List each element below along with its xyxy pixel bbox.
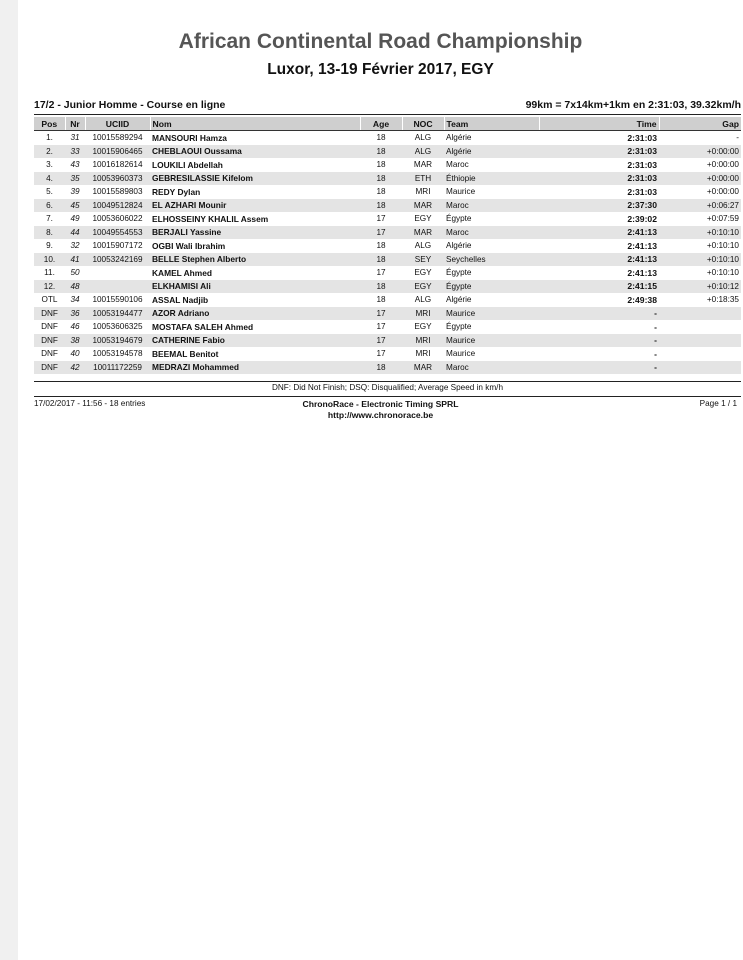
cell-age: 17 xyxy=(376,268,386,278)
cell-time: - xyxy=(539,307,659,321)
cell-nr: 50 xyxy=(70,268,80,278)
cell-age: 17 xyxy=(360,334,402,348)
table-row xyxy=(34,307,741,321)
cell-time: 2:31:03 xyxy=(539,172,659,186)
cell-time: 2:31:03 xyxy=(539,145,659,159)
cell-age: 18 xyxy=(376,295,386,305)
cell-team: Algérie xyxy=(446,241,472,251)
cell-gap: +0:10:10 xyxy=(706,241,739,251)
cell-time: 2:31:03 xyxy=(627,132,657,143)
cell-uciid xyxy=(85,266,150,280)
cell-nr: 36 xyxy=(65,307,85,321)
col-header-gap: Gap xyxy=(659,117,741,131)
cell-pos: 6. xyxy=(34,199,65,213)
cell-noc: ALG xyxy=(414,241,432,251)
legend-note: DNF: Did Not Finish; DSQ: Disqualified; Average Speed in km/h xyxy=(271,383,504,392)
cell-team: Égypte xyxy=(446,214,472,224)
cell-nom: KAMEL Ahmed xyxy=(152,267,213,278)
cell-gap: +0:00:00 xyxy=(659,172,741,186)
cell-gap: +0:10:10 xyxy=(659,253,741,267)
table-row xyxy=(34,334,741,348)
cell-uciid: 10015589803 xyxy=(92,187,143,197)
footer-url: http://www.chronorace.be xyxy=(327,410,434,420)
cell-age: 17 xyxy=(360,307,402,321)
table-row xyxy=(34,320,741,334)
cell-nom: CHEBLAOUI Oussama xyxy=(150,145,360,159)
cell-team: Algérie xyxy=(444,145,539,159)
cell-time: - xyxy=(654,348,657,359)
table-row xyxy=(34,212,741,226)
cell-pos: 9. xyxy=(46,241,53,251)
cell-noc: ALG xyxy=(414,295,432,305)
cell-uciid: 10053606325 xyxy=(92,322,143,332)
cell-nom: BERJALI Yassine xyxy=(150,226,360,240)
footer-divider xyxy=(34,396,741,397)
cell-age: 18 xyxy=(376,133,386,143)
race-summary: 99km = 7x14km+1km en 2:31:03, 39.32km/h xyxy=(525,99,741,111)
cell-pos: 1. xyxy=(46,133,53,143)
cell-gap: +0:07:59 xyxy=(706,214,739,224)
cell-time: 2:49:38 xyxy=(627,294,657,305)
cell-nom: AZOR Adriano xyxy=(150,307,360,321)
cell-nr: 38 xyxy=(65,334,85,348)
cell-gap: +0:00:00 xyxy=(706,187,739,197)
cell-time: - xyxy=(654,321,657,332)
col-header-noc: NOC xyxy=(402,117,444,131)
cell-pos: 7. xyxy=(46,214,53,224)
cell-age: 17 xyxy=(376,214,386,224)
cell-nr: 31 xyxy=(70,133,80,143)
cell-nom: MANSOURI Hamza xyxy=(152,132,227,143)
cell-nom: LOUKILI Abdellah xyxy=(152,159,223,170)
cell-team: Maurice xyxy=(446,187,476,197)
cell-pos: 8. xyxy=(34,226,65,240)
table-row xyxy=(34,347,741,361)
cell-noc: MRI xyxy=(415,349,431,359)
cell-team: Maroc xyxy=(444,226,539,240)
cell-pos: 4. xyxy=(34,172,65,186)
cell-gap: +0:10:10 xyxy=(706,268,739,278)
cell-gap xyxy=(659,361,741,375)
cell-age: 18 xyxy=(376,241,386,251)
footer-company: ChronoRace - Electronic Timing SPRL xyxy=(302,399,459,409)
event-subtitle: Luxor, 13-19 Février 2017, EGY xyxy=(267,61,494,78)
cell-gap xyxy=(659,307,741,321)
cell-nom: BEEMAL Benitot xyxy=(152,348,219,359)
cell-pos: 10. xyxy=(34,253,65,267)
cell-age: 18 xyxy=(360,253,402,267)
cell-time: 2:31:03 xyxy=(627,159,657,170)
cell-gap xyxy=(659,334,741,348)
table-bottom-divider xyxy=(34,381,741,382)
cell-pos: DNF xyxy=(34,307,65,321)
cell-team: Égypte xyxy=(444,280,539,294)
cell-team: Seychelles xyxy=(444,253,539,267)
cell-uciid: 10015907172 xyxy=(92,241,143,251)
cell-age: 18 xyxy=(360,172,402,186)
cell-team: Égypte xyxy=(446,322,472,332)
race-name: 17/2 - Junior Homme - Course en ligne xyxy=(34,99,226,111)
table-row xyxy=(34,131,741,145)
results-page xyxy=(18,0,743,960)
cell-pos: DNF xyxy=(34,334,65,348)
cell-age: 18 xyxy=(376,160,386,170)
cell-noc: ETH xyxy=(402,172,444,186)
cell-uciid: 10053194477 xyxy=(85,307,150,321)
cell-nom: GEBRESILASSIE Kifelom xyxy=(150,172,360,186)
cell-team: Maroc xyxy=(444,361,539,375)
table-row xyxy=(34,158,741,172)
cell-time: 2:41:13 xyxy=(539,253,659,267)
cell-nr: 45 xyxy=(65,199,85,213)
table-row xyxy=(34,185,741,199)
cell-pos: 11. xyxy=(44,268,55,278)
cell-pos: DNF xyxy=(34,361,65,375)
cell-noc: EGY xyxy=(402,280,444,294)
cell-gap xyxy=(659,347,741,361)
results-table xyxy=(34,117,741,374)
cell-team: Maurice xyxy=(444,307,539,321)
cell-pos: 5. xyxy=(46,187,53,197)
cell-uciid: 10016182614 xyxy=(92,160,143,170)
cell-uciid: 10049554553 xyxy=(85,226,150,240)
cell-pos: DNF xyxy=(41,322,58,332)
cell-uciid: 10053960373 xyxy=(85,172,150,186)
cell-noc: EGY xyxy=(414,322,432,332)
cell-noc: EGY xyxy=(414,214,432,224)
cell-noc: MRI xyxy=(402,334,444,348)
page-title: African Continental Road Championship xyxy=(178,30,583,53)
cell-pos: 2. xyxy=(34,145,65,159)
cell-nom: OGBI Wali Ibrahim xyxy=(152,240,226,251)
cell-nr: 43 xyxy=(70,160,80,170)
col-header-age: Age xyxy=(360,117,402,131)
cell-noc: ALG xyxy=(402,145,444,159)
cell-nr: 42 xyxy=(65,361,85,375)
cell-nr: 48 xyxy=(65,280,85,294)
cell-noc: ALG xyxy=(414,133,432,143)
cell-team: Égypte xyxy=(446,268,472,278)
cell-uciid: 10053606022 xyxy=(92,214,143,224)
cell-nom: REDY Dylan xyxy=(152,186,201,197)
cell-nr: 49 xyxy=(70,214,80,224)
footer-timestamp: 17/02/2017 - 11:56 - 18 entries xyxy=(34,399,146,408)
cell-pos: 12. xyxy=(34,280,65,294)
table-row xyxy=(34,226,741,240)
header-divider xyxy=(34,114,741,115)
cell-age: 17 xyxy=(376,349,386,359)
table-row xyxy=(34,266,741,280)
cell-age: 17 xyxy=(360,226,402,240)
cell-time: 2:41:13 xyxy=(627,267,657,278)
cell-time: 2:31:03 xyxy=(627,186,657,197)
cell-time: - xyxy=(539,334,659,348)
cell-time: - xyxy=(539,361,659,375)
table-row xyxy=(34,172,741,186)
cell-team: Algérie xyxy=(446,295,472,305)
col-header-nom: Nom xyxy=(150,117,360,131)
col-header-time: Time xyxy=(539,117,659,131)
cell-pos: 3. xyxy=(46,160,53,170)
cell-nom: BELLE Stephen Alberto xyxy=(150,253,360,267)
cell-nr: 46 xyxy=(70,322,80,332)
cell-uciid: 10015589294 xyxy=(92,133,143,143)
cell-nom: MOSTAFA SALEH Ahmed xyxy=(152,321,254,332)
cell-time: 2:39:02 xyxy=(627,213,657,224)
cell-uciid: 10053242169 xyxy=(85,253,150,267)
cell-gap: +0:00:00 xyxy=(706,160,739,170)
cell-gap: +0:18:35 xyxy=(706,295,739,305)
table-row xyxy=(34,361,741,375)
col-header-pos: Pos xyxy=(34,117,65,131)
cell-nom: CATHERINE Fabio xyxy=(150,334,360,348)
cell-nr: 32 xyxy=(70,241,80,251)
table-row xyxy=(34,239,741,253)
cell-gap: +0:10:10 xyxy=(659,226,741,240)
cell-gap: +0:06:27 xyxy=(659,199,741,213)
cell-noc: MRI xyxy=(402,307,444,321)
footer-credit xyxy=(18,399,743,421)
cell-nom: ELHOSSEINY KHALIL Assem xyxy=(152,213,269,224)
cell-uciid: 10053194578 xyxy=(92,349,143,359)
cell-time: 2:41:13 xyxy=(539,226,659,240)
col-header-nr: Nr xyxy=(65,117,85,131)
cell-noc: MAR xyxy=(413,160,433,170)
cell-team: Algérie xyxy=(446,133,472,143)
table-row xyxy=(34,293,741,307)
cell-uciid: 10015590106 xyxy=(92,295,143,305)
cell-nr: 34 xyxy=(70,295,80,305)
table-row xyxy=(34,145,741,159)
cell-nom: MEDRAZI Mohammed xyxy=(150,361,360,375)
cell-team: Maroc xyxy=(444,199,539,213)
cell-uciid: 10053194679 xyxy=(85,334,150,348)
cell-noc: MAR xyxy=(402,199,444,213)
cell-uciid: 10049512824 xyxy=(85,199,150,213)
cell-noc: MAR xyxy=(402,361,444,375)
cell-nr: 44 xyxy=(65,226,85,240)
cell-gap: - xyxy=(736,133,739,143)
cell-nr: 39 xyxy=(70,187,80,197)
cell-nr: 41 xyxy=(65,253,85,267)
cell-time: 2:37:30 xyxy=(539,199,659,213)
race-info-line xyxy=(34,99,741,113)
cell-team: Maroc xyxy=(446,160,469,170)
cell-nom: ELKHAMISI Ali xyxy=(150,280,360,294)
cell-nr: 40 xyxy=(70,349,80,359)
cell-noc: SEY xyxy=(402,253,444,267)
cell-gap xyxy=(659,320,741,334)
cell-nr: 35 xyxy=(65,172,85,186)
cell-age: 18 xyxy=(360,199,402,213)
cell-uciid: 10011172259 xyxy=(85,361,150,375)
cell-noc: MRI xyxy=(415,187,431,197)
table-row xyxy=(34,280,741,294)
cell-time: 2:41:15 xyxy=(539,280,659,294)
cell-team: Éthiopie xyxy=(444,172,539,186)
table-row xyxy=(34,253,741,267)
cell-nom: ASSAL Nadjib xyxy=(152,294,209,305)
cell-nr: 33 xyxy=(65,145,85,159)
cell-time: 2:41:13 xyxy=(627,240,657,251)
cell-uciid: 10015906465 xyxy=(85,145,150,159)
cell-pos: DNF xyxy=(41,349,58,359)
table-header-row xyxy=(34,117,741,131)
cell-age: 18 xyxy=(360,145,402,159)
cell-age: 18 xyxy=(360,361,402,375)
cell-noc: MAR xyxy=(402,226,444,240)
cell-uciid xyxy=(85,280,150,294)
cell-nom: EL AZHARI Mounir xyxy=(150,199,360,213)
cell-age: 17 xyxy=(376,322,386,332)
cell-gap: +0:10:12 xyxy=(659,280,741,294)
cell-team: Maurice xyxy=(446,349,476,359)
footer-page-number: Page 1 / 1 xyxy=(699,399,737,408)
col-header-uciid: UCIID xyxy=(85,117,150,131)
col-header-team: Team xyxy=(444,117,539,131)
cell-pos: OTL xyxy=(41,295,58,305)
cell-team: Maurice xyxy=(444,334,539,348)
cell-age: 18 xyxy=(376,187,386,197)
cell-noc: EGY xyxy=(414,268,432,278)
table-row xyxy=(34,199,741,213)
cell-gap: +0:00:00 xyxy=(659,145,741,159)
cell-age: 18 xyxy=(360,280,402,294)
